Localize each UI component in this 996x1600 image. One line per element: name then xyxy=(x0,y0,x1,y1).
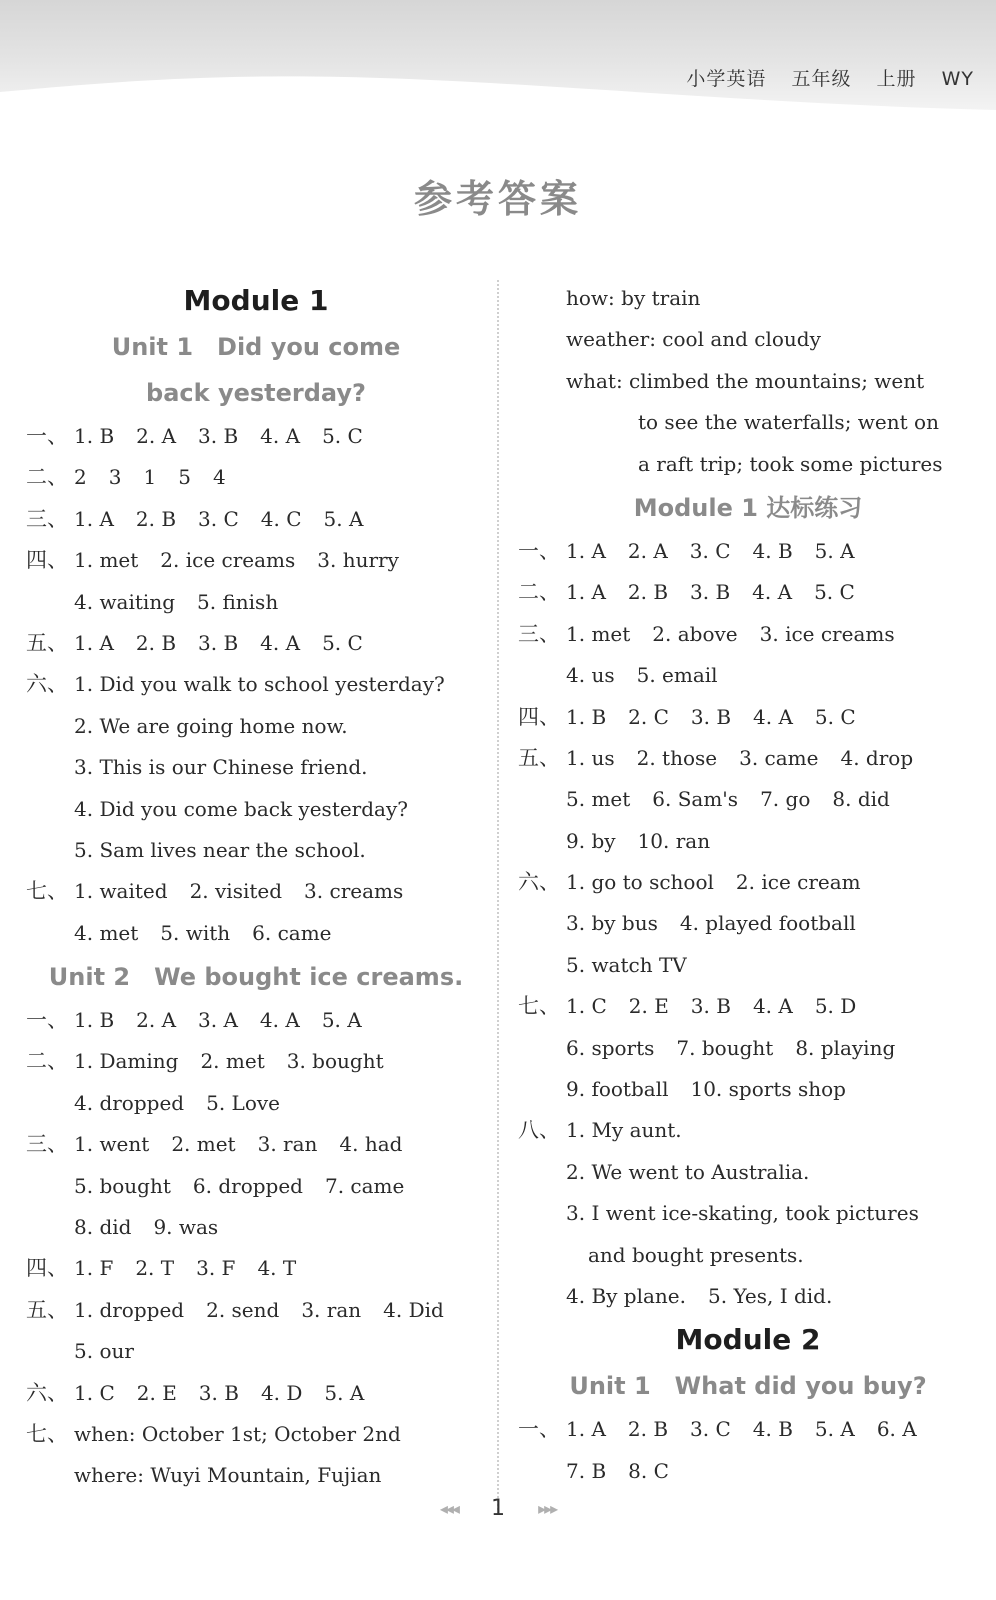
answer-line xyxy=(518,821,978,862)
answer-item: a raft trip; took some pictures xyxy=(638,451,943,476)
answer-item: to see the waterfalls; went on xyxy=(638,410,939,435)
answer-item: 1. Daming xyxy=(74,1049,179,1074)
page-number: 1 xyxy=(491,1496,505,1521)
answer-item: 2. send xyxy=(206,1297,280,1322)
answer-line xyxy=(26,747,486,788)
answer-line xyxy=(518,903,978,944)
answer-item: 5. A xyxy=(814,538,855,563)
answer-item: 4. A xyxy=(260,424,301,448)
answer-item: 6. dropped xyxy=(192,1173,303,1198)
answer-item: 1. C xyxy=(74,1380,115,1405)
question-number: 五、 xyxy=(26,1297,68,1322)
answer-item: 4. drop xyxy=(840,745,914,770)
answer-item: 1. met xyxy=(566,621,631,646)
answer-item: 2. C xyxy=(628,704,669,729)
answer-item: 4 xyxy=(212,465,226,490)
answer-item: 2. We are going home now. xyxy=(74,713,348,738)
answer-line xyxy=(26,913,486,954)
answer-line xyxy=(518,655,978,696)
answer-item: 3. F xyxy=(196,1256,236,1281)
answer-line xyxy=(518,531,978,572)
answer-item: 1. Did you walk to school yesterday? xyxy=(74,672,445,697)
answer-item: 2. B xyxy=(627,1417,669,1442)
answer-item: 5. bought xyxy=(74,1173,171,1198)
answer-item: 4. waiting xyxy=(74,589,175,614)
answer-item: 1. F xyxy=(74,1256,114,1281)
answer-line xyxy=(26,1000,486,1041)
answer-item: 5 xyxy=(178,465,191,490)
answer-item: and bought presents. xyxy=(588,1242,804,1267)
answer-item: 3. came xyxy=(739,745,819,770)
answer-item: 2. visited xyxy=(189,879,283,904)
answer-item: 4. Did xyxy=(383,1297,444,1322)
answer-line xyxy=(518,1451,978,1492)
answer-item: 1. A xyxy=(74,630,114,655)
answer-item: 1. A xyxy=(74,506,114,531)
answer-item: 1. C xyxy=(566,994,607,1019)
answer-item: 5. A xyxy=(323,506,364,531)
answer-line xyxy=(26,623,486,664)
question-number: 一、 xyxy=(518,538,560,563)
answer-item: 4. A xyxy=(259,1008,300,1033)
answer-line xyxy=(26,1331,486,1372)
answer-line xyxy=(518,1069,978,1110)
answer-item: 7. B xyxy=(566,1458,607,1483)
answer-item: 3. ran xyxy=(301,1297,362,1322)
answer-line xyxy=(518,1028,978,1069)
answer-line xyxy=(518,738,978,779)
question-number: 五、 xyxy=(26,630,68,655)
answer-item: 1. A xyxy=(566,1417,606,1442)
question-number: 七、 xyxy=(26,1421,68,1446)
header-banner xyxy=(0,0,996,110)
answer-item: 10. ran xyxy=(637,828,711,853)
answer-line xyxy=(26,582,486,623)
answer-line xyxy=(518,402,978,443)
next-arrows-icon: ▸▸▸ xyxy=(538,1499,557,1518)
answer-item: 2. E xyxy=(628,994,669,1019)
unit-heading: Unit 1 Did you come xyxy=(111,333,401,361)
answer-line xyxy=(518,862,978,903)
answer-line xyxy=(518,697,978,738)
answer-item: 4. A xyxy=(752,994,793,1019)
answer-line xyxy=(518,779,978,820)
answer-item: what: climbed the mountains; went xyxy=(566,368,925,393)
module-heading: Module 1 xyxy=(183,284,329,317)
answer-item: 6. came xyxy=(252,920,332,945)
answer-item: 1. My aunt. xyxy=(566,1118,682,1143)
answer-item: 4. B xyxy=(752,1417,793,1442)
answer-item: 5. C xyxy=(322,630,363,655)
answer-line xyxy=(518,986,978,1027)
answer-line xyxy=(518,319,978,360)
answer-line xyxy=(26,1041,486,1082)
answer-item: 2. those xyxy=(636,745,718,770)
answer-item: 3. ran xyxy=(257,1132,318,1157)
answer-item: 3. B xyxy=(198,424,239,448)
answer-item: how: by train xyxy=(566,286,701,310)
answer-item: 1. went xyxy=(74,1132,150,1157)
answer-item: 9. was xyxy=(153,1215,219,1240)
answer-item: 4. played football xyxy=(679,911,856,936)
right-column xyxy=(518,278,978,1492)
question-number: 二、 xyxy=(26,1049,68,1074)
answer-item: 3. C xyxy=(690,1417,731,1442)
answer-item: 2. A xyxy=(136,1008,177,1033)
answer-item: 3. ice creams xyxy=(759,621,895,646)
answer-line xyxy=(518,1110,978,1151)
answer-line xyxy=(26,457,486,498)
answer-line xyxy=(518,1409,978,1450)
answer-line xyxy=(518,1276,978,1317)
answer-item: 1. met xyxy=(74,548,139,573)
answer-item: 6. sports xyxy=(566,1035,655,1060)
answer-line xyxy=(26,499,486,540)
answer-item: 2. ice creams xyxy=(160,548,296,573)
answer-item: 1 xyxy=(143,465,157,490)
answer-item: 1. us xyxy=(566,745,615,770)
question-number: 八、 xyxy=(518,1118,560,1143)
answer-item: 4. met xyxy=(74,920,139,945)
unit-heading: back yesterday? xyxy=(146,379,366,407)
answer-item: 4. dropped xyxy=(74,1090,185,1115)
answer-item: 4. had xyxy=(339,1132,403,1157)
answer-line xyxy=(518,945,978,986)
answer-item: 9. by xyxy=(566,828,616,853)
question-number: 二、 xyxy=(518,580,560,605)
answer-item: 5. our xyxy=(74,1339,134,1364)
answer-item: 1. go to school xyxy=(566,870,714,895)
answer-item: 2. T xyxy=(135,1256,175,1281)
answer-item: 4. Did you come back yesterday? xyxy=(74,796,408,821)
answer-item: 2. B xyxy=(135,506,177,531)
question-number: 一、 xyxy=(26,424,68,448)
answer-line xyxy=(26,540,486,581)
answer-item: 8. did xyxy=(832,787,890,812)
answer-item: 4. A xyxy=(752,580,793,605)
subject-tag: 小学英语 xyxy=(686,68,767,90)
answer-item: 1. B xyxy=(566,704,607,729)
answer-item: 3. B xyxy=(198,1380,239,1405)
answer-item: 3. C xyxy=(198,506,239,531)
answer-item: 5. C xyxy=(814,580,855,605)
unit-heading: Unit 2 We bought ice creams. xyxy=(48,963,464,992)
answer-item: where: Wuyi Mountain, Fujian xyxy=(74,1463,382,1488)
answer-item: 4. T xyxy=(257,1256,297,1281)
header-label xyxy=(668,64,974,91)
left-column xyxy=(26,278,486,1497)
answer-line xyxy=(26,871,486,912)
answer-line xyxy=(26,1166,486,1207)
answer-item: 5. Sam lives near the school. xyxy=(74,837,366,862)
answer-item: 5. Love xyxy=(206,1090,280,1115)
grade-tag: 五年级 xyxy=(791,68,852,90)
answer-item: 3. bought xyxy=(286,1049,384,1074)
answer-line xyxy=(518,1193,978,1234)
answer-item: 4. C xyxy=(260,506,302,531)
question-number: 六、 xyxy=(26,1380,68,1405)
question-number: 六、 xyxy=(518,870,560,895)
module-heading: Module 2 xyxy=(675,1323,821,1357)
answer-item: 3. by bus xyxy=(566,911,658,936)
answer-item: 2. B xyxy=(627,580,669,605)
answer-item: weather: cool and cloudy xyxy=(566,327,821,352)
answer-line xyxy=(518,278,978,319)
question-number: 二、 xyxy=(26,465,68,490)
answer-item: 2. A xyxy=(627,538,668,563)
page-navigation xyxy=(0,1496,996,1521)
answer-item: 3. B xyxy=(690,704,732,729)
answer-line xyxy=(26,1373,486,1414)
answer-item: 5. finish xyxy=(197,589,279,614)
answer-line xyxy=(26,416,486,457)
question-number: 三、 xyxy=(518,621,560,646)
answer-line xyxy=(518,572,978,613)
question-number: 七、 xyxy=(518,994,560,1019)
answer-item: 3. creams xyxy=(304,879,404,904)
answer-line xyxy=(26,830,486,871)
answer-item: 1. A xyxy=(566,538,606,563)
answer-item: 3. B xyxy=(690,580,731,605)
answer-item: 1. waited xyxy=(74,879,168,904)
answer-item: 2. met xyxy=(200,1049,265,1074)
answer-item: 4. B xyxy=(752,538,793,563)
answer-line xyxy=(26,706,486,747)
question-number: 六、 xyxy=(26,672,68,697)
question-number: 四、 xyxy=(518,704,560,729)
question-number: 四、 xyxy=(26,1256,68,1281)
question-number: 一、 xyxy=(26,1008,68,1033)
prev-arrows-icon: ◂◂◂ xyxy=(439,1499,458,1518)
answer-item: 3. B xyxy=(690,994,731,1019)
answer-item: 2. above xyxy=(652,621,738,646)
answer-item: 1. B xyxy=(74,424,115,448)
answer-item: 4. D xyxy=(260,1380,303,1405)
answer-item: 4. us xyxy=(566,663,615,688)
question-number: 三、 xyxy=(26,506,68,531)
edition-tag: WY xyxy=(941,68,974,90)
answer-line xyxy=(26,664,486,705)
answer-line xyxy=(518,444,978,485)
answer-item: 4. A xyxy=(753,704,793,729)
answer-item: 9. football xyxy=(566,1077,669,1102)
answer-item: 2 xyxy=(74,465,87,490)
answer-item: 2. B xyxy=(135,630,177,655)
answer-item: 5. with xyxy=(160,920,231,945)
answer-line xyxy=(518,361,978,402)
answer-line xyxy=(518,1235,978,1276)
answer-item: when: October 1st; October 2nd xyxy=(74,1421,401,1446)
unit-heading: Module 1 达标练习 xyxy=(633,493,863,522)
answer-item: 1. A xyxy=(566,580,606,605)
answer-item: 2. E xyxy=(136,1380,177,1405)
answer-item: 5. Yes, I did. xyxy=(708,1283,833,1308)
answer-item: 2. ice cream xyxy=(735,870,861,895)
answer-item: 2. A xyxy=(136,424,177,448)
column-divider xyxy=(497,280,499,1510)
answer-line xyxy=(26,1124,486,1165)
answer-item: 8. playing xyxy=(795,1035,896,1060)
question-number: 四、 xyxy=(26,548,68,573)
question-number: 一、 xyxy=(518,1417,560,1442)
answer-line xyxy=(26,1455,486,1496)
answer-item: 4. A xyxy=(260,630,301,655)
answer-item: 2. met xyxy=(171,1132,236,1157)
answer-line xyxy=(26,1207,486,1248)
question-number: 五、 xyxy=(518,745,560,770)
answer-item: 5. C xyxy=(322,424,363,448)
answer-item: 5. A xyxy=(321,1008,362,1033)
question-number: 七、 xyxy=(26,879,68,904)
answer-item: 1. B xyxy=(74,1008,115,1033)
answer-item: 8. C xyxy=(628,1458,669,1483)
answer-line xyxy=(518,1152,978,1193)
answer-item: 5. A xyxy=(814,1417,855,1442)
answer-item: 7. bought xyxy=(676,1035,774,1060)
answer-item: 4. By plane. xyxy=(566,1283,686,1308)
answer-item: 3. I went ice-skating, took pictures xyxy=(566,1201,919,1226)
answer-item: 5. A xyxy=(324,1380,365,1405)
answer-line xyxy=(26,1083,486,1124)
answer-item: 7. go xyxy=(760,787,811,812)
answer-line xyxy=(26,1248,486,1289)
answer-line xyxy=(26,1290,486,1331)
page-title: 参考答案 xyxy=(413,177,582,221)
answer-item: 3. A xyxy=(198,1008,238,1033)
answer-item: 3 xyxy=(108,465,122,490)
answer-item: 6. Sam's xyxy=(652,787,739,812)
volume-tag: 上册 xyxy=(876,68,917,90)
answer-item: 3. B xyxy=(198,630,239,655)
answer-item: 5. D xyxy=(814,994,857,1019)
answer-item: 7. came xyxy=(324,1173,405,1198)
answer-item: 8. did xyxy=(74,1215,132,1240)
answer-item: 1. dropped xyxy=(74,1297,185,1322)
answer-item: 6. A xyxy=(876,1417,917,1442)
answer-item: 5. met xyxy=(566,787,631,812)
answer-item: 5. watch TV xyxy=(566,952,687,977)
answer-item: 2. We went to Australia. xyxy=(566,1159,810,1184)
unit-heading: Unit 1 What did you buy? xyxy=(569,1372,927,1401)
answer-item: 5. C xyxy=(814,704,856,729)
answer-item: 3. hurry xyxy=(317,548,399,573)
answer-line xyxy=(26,789,486,830)
answer-line xyxy=(518,614,978,655)
answer-item: 3. C xyxy=(689,538,731,563)
question-number: 三、 xyxy=(26,1132,68,1157)
answer-item: 10. sports shop xyxy=(690,1077,846,1102)
answer-item: 5. email xyxy=(636,663,718,688)
answer-item: 3. This is our Chinese friend. xyxy=(74,755,368,780)
answer-line xyxy=(26,1414,486,1455)
